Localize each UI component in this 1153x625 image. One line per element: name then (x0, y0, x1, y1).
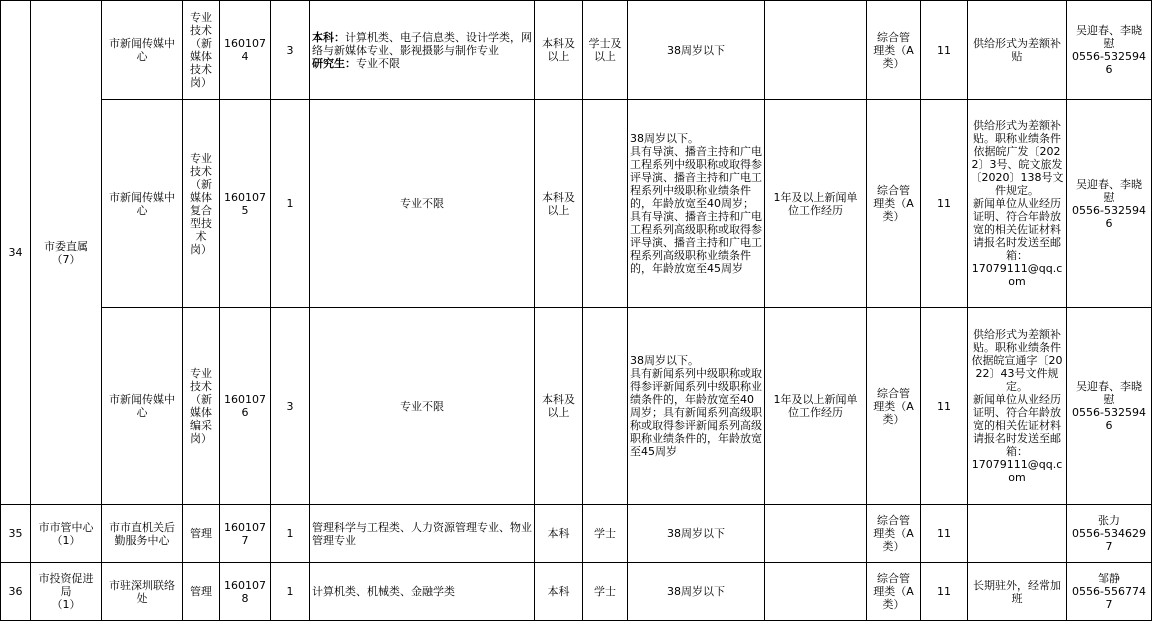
major-requirement: 计算机类、机械类、金融学类 (310, 563, 535, 621)
age-requirement: 38周岁以下。 具有新闻系列中级职称或取得参评新闻系列中级职称业绩条件的，年龄放宽至40周岁；具有新闻系列高级职称或取得参评新闻系列高级职称业绩条件的，年龄放宽至45周岁 (628, 308, 765, 505)
table-row (1, 1, 1152, 100)
age-requirement: 38周岁以下。 具有导演、播音主持和广电工程系列中级职称或取得参评导演、播音主持和广电工程系列中级职称业绩条件的，年龄放宽至40周岁；具有导演、播音主持和广电工程系列高级职称或取得参评导演、播音主持和广电工程系列高级职称业绩条件的，年龄放宽至45周岁 (628, 100, 765, 308)
age-requirement: 38周岁以下 (628, 505, 765, 563)
post-type: 专业 技术 （新 媒体 复合 型技 术 岗） (183, 100, 220, 308)
major-requirement: 管理科学与工程类、人力资源管理专业、物业管理专业 (310, 505, 535, 563)
experience-requirement (765, 505, 867, 563)
major-postgrad-label: 研究生： (312, 56, 356, 70)
row-index: 36 (1, 563, 31, 621)
table-row (1, 100, 1152, 308)
age-requirement: 38周岁以下 (628, 1, 765, 100)
hire-count: 1 (271, 563, 310, 621)
exam-category: 综合管 理类（A 类） (867, 100, 921, 308)
post-type: 管理 (183, 563, 220, 621)
row-index: 34 (1, 1, 31, 505)
exam-code: 11 (921, 1, 968, 100)
unit-name: 市驻深圳联络 处 (102, 563, 183, 621)
row-index: 35 (1, 505, 31, 563)
major-requirement: 专业不限 (310, 100, 535, 308)
post-type: 管理 (183, 505, 220, 563)
education-requirement: 本科 (535, 563, 583, 621)
department-name: 市投资促进 局 （1） (31, 563, 102, 621)
degree-requirement (583, 100, 628, 308)
remark: 供给形式为差额补贴。职称业绩条件依据皖宣通字〔2022〕43号文件规定。 新闻单位从业经历证明、符合年龄放宽的相关佐证材料请报名时发送至邮箱： 17079111@qq.com (968, 308, 1067, 505)
contact: 吴迎春、李晓 慰 0556-5325946 (1067, 308, 1152, 505)
post-code: 1601076 (220, 308, 271, 505)
post-type: 专业 技术 （新 媒体 编采 岗） (183, 308, 220, 505)
exam-code: 11 (921, 100, 968, 308)
unit-name: 市新闻传媒中心 (102, 100, 183, 308)
major-requirement: 专业不限 (310, 308, 535, 505)
exam-code: 11 (921, 563, 968, 621)
exam-category: 综合管 理类（A 类） (867, 1, 921, 100)
table-row (1, 505, 1152, 563)
hire-count: 1 (271, 505, 310, 563)
remark (968, 505, 1067, 563)
degree-requirement: 学士 (583, 563, 628, 621)
table-row (1, 563, 1152, 621)
education-requirement: 本科及 以上 (535, 100, 583, 308)
table-row (1, 308, 1152, 505)
education-requirement: 本科及 以上 (535, 1, 583, 100)
post-code: 1601074 (220, 1, 271, 100)
major-undergrad-label: 本科： (312, 30, 345, 44)
department-name: 市市管中心 （1） (31, 505, 102, 563)
experience-requirement: 1年及以上新闻单 位工作经历 (765, 308, 867, 505)
contact: 邹静 0556-5567747 (1067, 563, 1152, 621)
remark: 长期驻外，经常加 班 (968, 563, 1067, 621)
exam-code: 11 (921, 505, 968, 563)
unit-name: 市新闻传媒中心 (102, 308, 183, 505)
exam-category: 综合管 理类（A 类） (867, 505, 921, 563)
major-requirement (310, 1, 535, 100)
contact: 吴迎春、李晓 慰 0556-5325946 (1067, 1, 1152, 100)
education-requirement: 本科 (535, 505, 583, 563)
contact: 吴迎春、李晓 慰 0556-5325946 (1067, 100, 1152, 308)
experience-requirement (765, 1, 867, 100)
remark: 供给形式为差额补 贴 (968, 1, 1067, 100)
hire-count: 3 (271, 1, 310, 100)
exam-category: 综合管 理类（A 类） (867, 563, 921, 621)
post-code: 1601075 (220, 100, 271, 308)
experience-requirement (765, 563, 867, 621)
unit-name: 市新闻传媒中心 (102, 1, 183, 100)
department-name: 市委直属 （7） (31, 1, 102, 505)
exam-category: 综合管 理类（A 类） (867, 308, 921, 505)
education-requirement: 本科及 以上 (535, 308, 583, 505)
degree-requirement: 学士 (583, 505, 628, 563)
contact: 张力 0556-5346297 (1067, 505, 1152, 563)
degree-requirement (583, 308, 628, 505)
major-undergrad: 计算机类、电子信息类、设计学类，网络与新媒体专业、影视摄影与制作专业 (312, 30, 532, 57)
unit-name: 市市直机关后 勤服务中心 (102, 505, 183, 563)
age-requirement: 38周岁以下 (628, 563, 765, 621)
degree-requirement: 学士及 以上 (583, 1, 628, 100)
exam-code: 11 (921, 308, 968, 505)
post-code: 1601078 (220, 563, 271, 621)
post-code: 1601077 (220, 505, 271, 563)
post-type: 专业 技术 （新 媒体 技术 岗） (183, 1, 220, 100)
hire-count: 3 (271, 308, 310, 505)
major-postgrad: 专业不限 (356, 56, 400, 70)
remark: 供给形式为差额补贴。职称业绩条件依据皖广发〔2022〕3号、皖文旅发〔2020〕138号文件规定。 新闻单位从业经历证明、符合年龄放宽的相关佐证材料请报名时发送至邮箱： 17079111@qq.com (968, 100, 1067, 308)
experience-requirement: 1年及以上新闻单 位工作经历 (765, 100, 867, 308)
hire-count: 1 (271, 100, 310, 308)
